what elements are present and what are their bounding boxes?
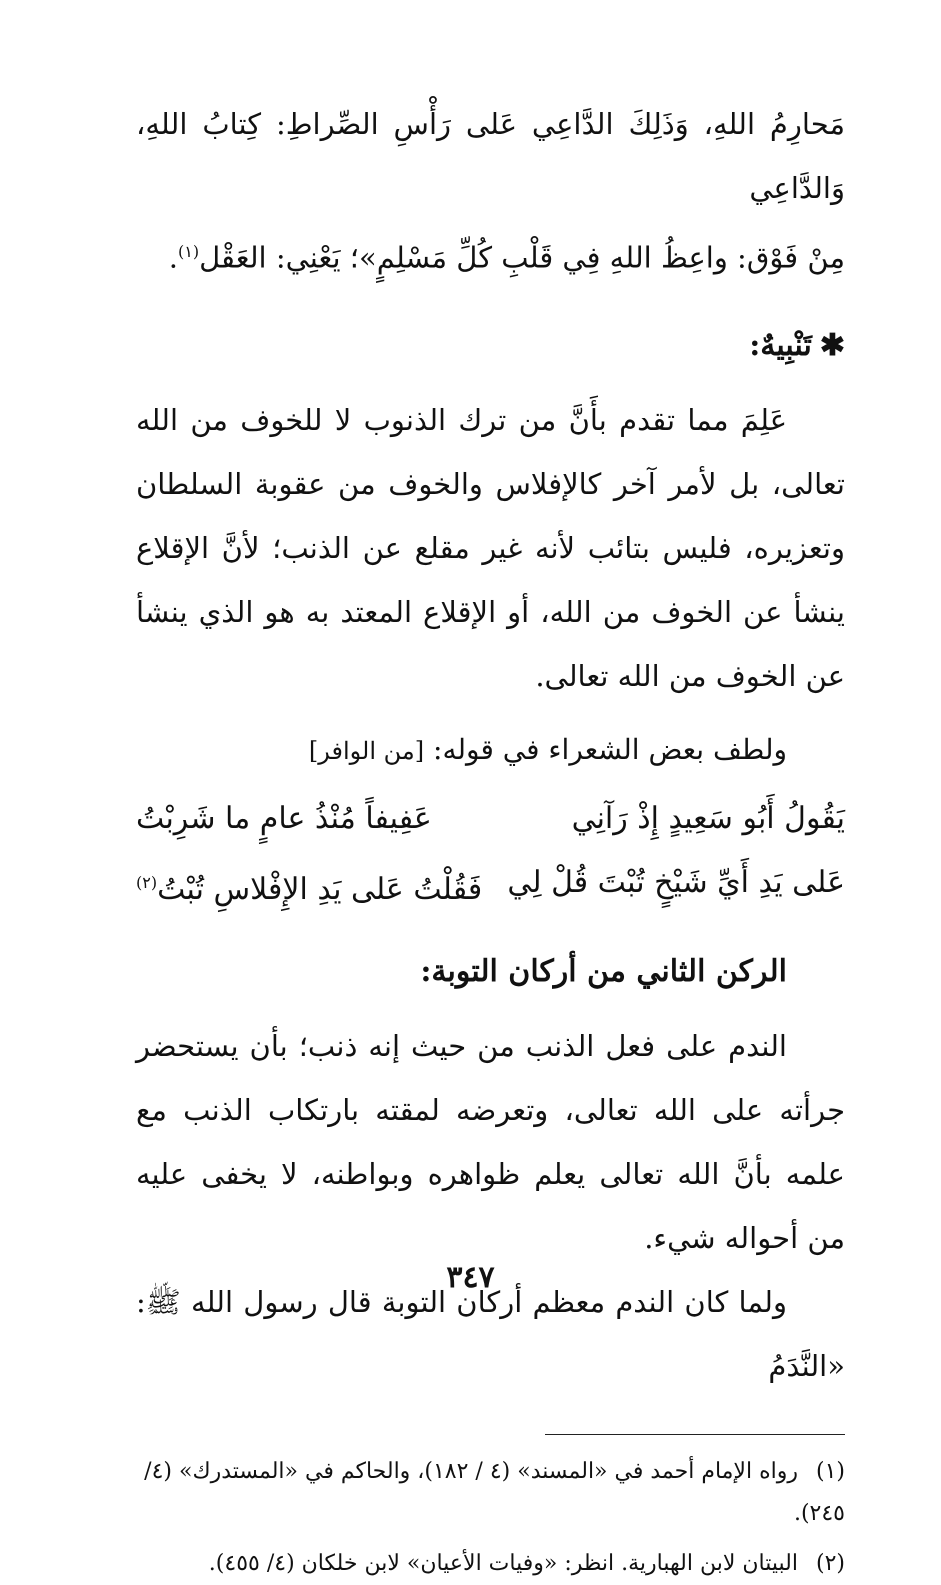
- footnote-1-number: (١): [815, 1458, 845, 1484]
- tanbih-heading: [136, 318, 845, 374]
- verse-1: [136, 787, 845, 851]
- footnote-1-text: رواه الإمام أحمد في «المسند» (٤ / ١٨٢)، والحاكم في «المستدرك» (٤/ ٢٤٥).: [144, 1458, 845, 1526]
- poem-intro-text: ولطف بعض الشعراء في قوله:: [424, 732, 787, 766]
- paragraph-3: ولما كان الندم معظم أركان التوبة قال رسول الله ﷺ: «النَّدَمُ: [136, 1284, 845, 1383]
- footnote-2: [136, 1543, 845, 1585]
- verse-1-second-hemistich: عَفِيفاً مُنْذُ عامٍ ما شَرِبْتُ: [136, 800, 432, 836]
- verse-2-first-hemistich: عَلى يَدِ أَيِّ شَيْخٍ تُبْتَ قُلْ لِي: [507, 864, 845, 900]
- verse-2: [136, 851, 845, 922]
- opening-line-2: [136, 220, 845, 290]
- footnote-2-number: (٢): [815, 1550, 845, 1576]
- paragraph-2: الندم على فعل الذنب من حيث إنه ذنب؛ بأن يستحضر جرأته على الله تعالى، وتعرضه لمقته بارتكاب الذنب مع علمه بأنَّ الله تعالى يعلم ظواهره وبواطنه، لا يخفى عليه من أحواله شيء.: [136, 1028, 845, 1255]
- footnote-ref-2: (٢): [136, 872, 158, 892]
- footnote-ref-1: (١): [178, 242, 200, 261]
- verse-1-first-hemistich: يَقُولُ أَبُو سَعِيدٍ إِذْ رَآنِي: [571, 800, 845, 836]
- page-number: ٣٤٧: [446, 1260, 495, 1295]
- opening-line-2-text: مِنْ فَوْق: واعِظُ اللهِ فِي قَلْبِ كُلِّ مَسْلِمٍ»؛ يَعْنِي: العَقْل: [199, 240, 845, 275]
- paragraph-1: عَلِمَ مما تقدم بأَنَّ من ترك الذنوب لا للخوف من الله تعالى، بل لأمر آخر كالإفلاس والخوف من عقوبة السلطان وتعزيره، فليس بتائب لأنه غير مقلع عن الذنب؛ لأنَّ الإقلاع ينشأ عن الخوف من الله، أو الإقلاع المعتد به هو الذي ينشأ عن الخوف من الله تعالى.: [136, 402, 845, 693]
- poem-intro: [136, 718, 787, 783]
- footnote-1: [136, 1451, 845, 1535]
- opening-line-1: مَحارِمُ اللهِ، وَذَلِكَ الدَّاعِي عَلى رَأْسِ الصِّراطِ: كِتابُ اللهِ، وَالدَّاعِي: [136, 107, 845, 205]
- footnote-2-text: البيتان لابن الهبارية. انظر: «وفيات الأعيان» لابن خلكان (٤/ ٤٥٥).: [208, 1550, 798, 1576]
- tanbih-label: تَنْبِيهٌ:: [749, 327, 812, 363]
- asterisk-icon: ✱: [819, 327, 845, 363]
- verse-2-second-hemistich: [136, 851, 482, 922]
- verse-2-second-text: فَقُلْتُ عَلى يَدِ الإِفْلاسِ تُبْتُ: [157, 871, 483, 907]
- footnote-divider: [545, 1434, 845, 1435]
- opening-end: .: [168, 240, 178, 275]
- poem-meter: [من الوافر]: [308, 736, 425, 765]
- section-heading-2: الركن الثاني من أركان التوبة:: [420, 953, 787, 989]
